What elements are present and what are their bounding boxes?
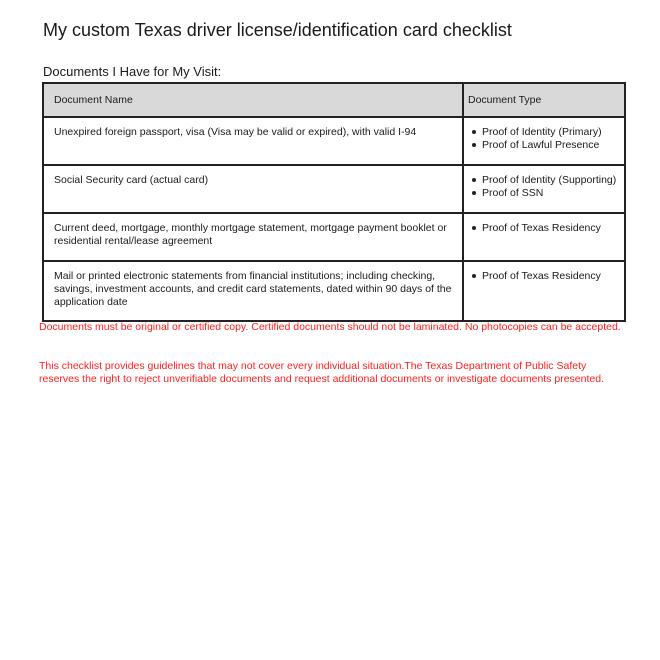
document-name-cell: Social Security card (actual card): [43, 165, 463, 213]
documents-table: [42, 82, 626, 322]
document-type-list: [469, 222, 620, 235]
document-type-item: Proof of Texas Residency: [469, 222, 620, 235]
document-type-item: Proof of Texas Residency: [469, 270, 620, 283]
table-row: [43, 261, 625, 321]
document-type-cell: [463, 165, 625, 213]
table-row: [43, 213, 625, 261]
document-type-item: Proof of Identity (Supporting): [469, 174, 620, 187]
document-name-cell: Current deed, mortgage, monthly mortgage statement, mortgage payment booklet or residential rental/lease agreement: [43, 213, 463, 261]
page-title: My custom Texas driver license/identification card checklist: [43, 20, 512, 40]
table-row: [43, 165, 625, 213]
document-type-item: Proof of SSN: [469, 187, 620, 200]
document-type-list: [469, 270, 620, 283]
document-name-cell: Unexpired foreign passport, visa (Visa may be valid or expired), with valid I-94: [43, 117, 463, 165]
document-type-list: [469, 174, 620, 200]
document-type-list: [469, 126, 620, 152]
section-subtitle: Documents I Have for My Visit:: [43, 64, 222, 79]
document-name-cell: Mail or printed electronic statements from financial institutions; including checking, savings, investment accounts, and credit card statements, dated within 90 days of the application date: [43, 261, 463, 321]
document-type-cell: [463, 261, 625, 321]
document-type-cell: [463, 117, 625, 165]
document-type-cell: [463, 213, 625, 261]
table-row: [43, 117, 625, 165]
document-type-item: Proof of Lawful Presence: [469, 139, 620, 152]
original-documents-notice: Documents must be original or certified copy. Certified documents should not be laminated. No photocopies can be accepted.: [39, 321, 621, 333]
table-header-row: [43, 83, 625, 117]
document-type-item: Proof of Identity (Primary): [469, 126, 620, 139]
column-header-document-type: Document Type: [463, 83, 625, 117]
disclaimer-notice: This checklist provides guidelines that may not cover every individual situation.The Texas Department of Public Safety reserves the right to reject unverifiable documents and request additional documents or investigate documents presented.: [39, 360, 604, 385]
column-header-document-name: Document Name: [43, 83, 463, 117]
